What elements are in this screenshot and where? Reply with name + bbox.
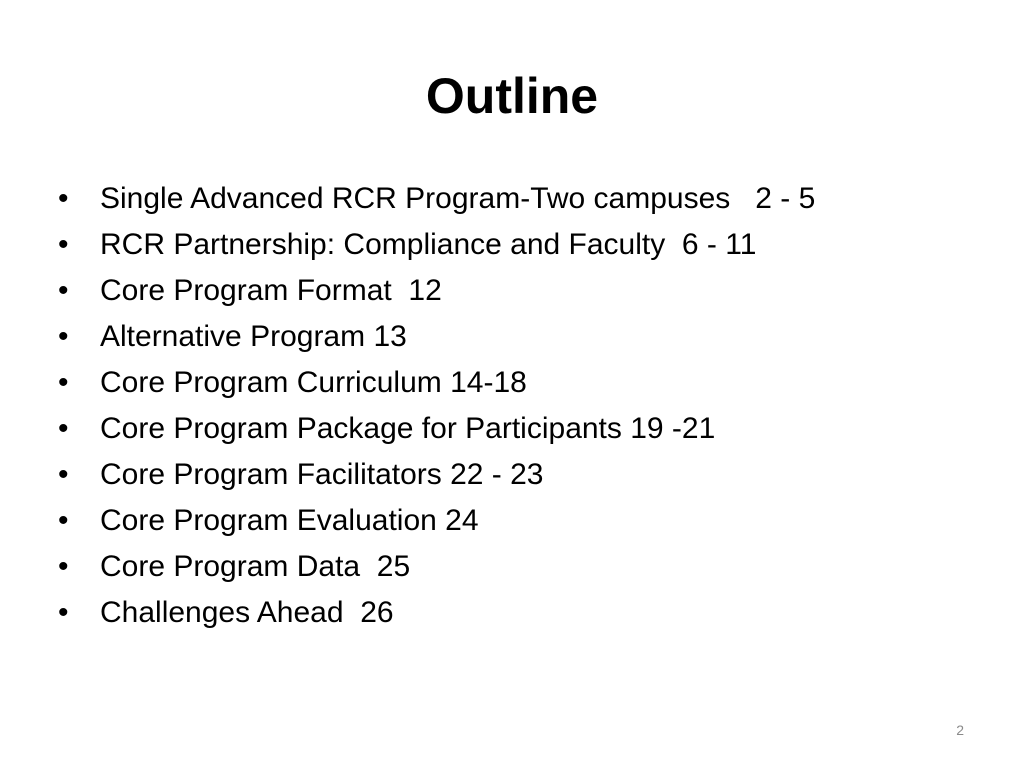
list-item xyxy=(58,498,978,544)
list-item xyxy=(58,268,978,314)
bullet-icon: • xyxy=(58,596,69,629)
bullet-icon: • xyxy=(58,412,69,445)
slide-number: 2 xyxy=(956,722,964,738)
list-item xyxy=(58,452,978,498)
list-item-text: Core Program Facilitators 22 - 23 xyxy=(100,458,544,491)
list-item-text: Alternative Program 13 xyxy=(100,320,407,353)
bullet-icon: • xyxy=(58,182,69,215)
list-item-text: Core Program Evaluation 24 xyxy=(100,504,479,537)
outline-list xyxy=(58,176,978,636)
bullet-icon: • xyxy=(58,458,69,491)
list-item-text: Core Program Package for Participants 19 -21 xyxy=(100,412,716,445)
list-item xyxy=(58,590,978,636)
list-item xyxy=(58,544,978,590)
list-item-text: Single Advanced RCR Program-Two campuses 2 - 5 xyxy=(100,182,816,215)
list-item-text: RCR Partnership: Compliance and Faculty 6 - 11 xyxy=(100,228,757,261)
list-item-text: Core Program Data 25 xyxy=(100,550,411,583)
list-item-text: Core Program Format 12 xyxy=(100,274,442,307)
slide-title: Outline xyxy=(425,68,599,124)
bullet-icon: • xyxy=(58,504,69,537)
list-item xyxy=(58,176,978,222)
bullet-icon: • xyxy=(58,550,69,583)
bullet-icon: • xyxy=(58,366,69,399)
list-item-text: Challenges Ahead 26 xyxy=(100,596,394,629)
bullet-icon: • xyxy=(58,228,69,261)
list-item xyxy=(58,360,978,406)
bullet-icon: • xyxy=(58,320,69,353)
list-item xyxy=(58,406,978,452)
list-item-text: Core Program Curriculum 14-18 xyxy=(100,366,527,399)
list-item xyxy=(58,222,978,268)
list-item xyxy=(58,314,978,360)
bullet-icon: • xyxy=(58,274,69,307)
